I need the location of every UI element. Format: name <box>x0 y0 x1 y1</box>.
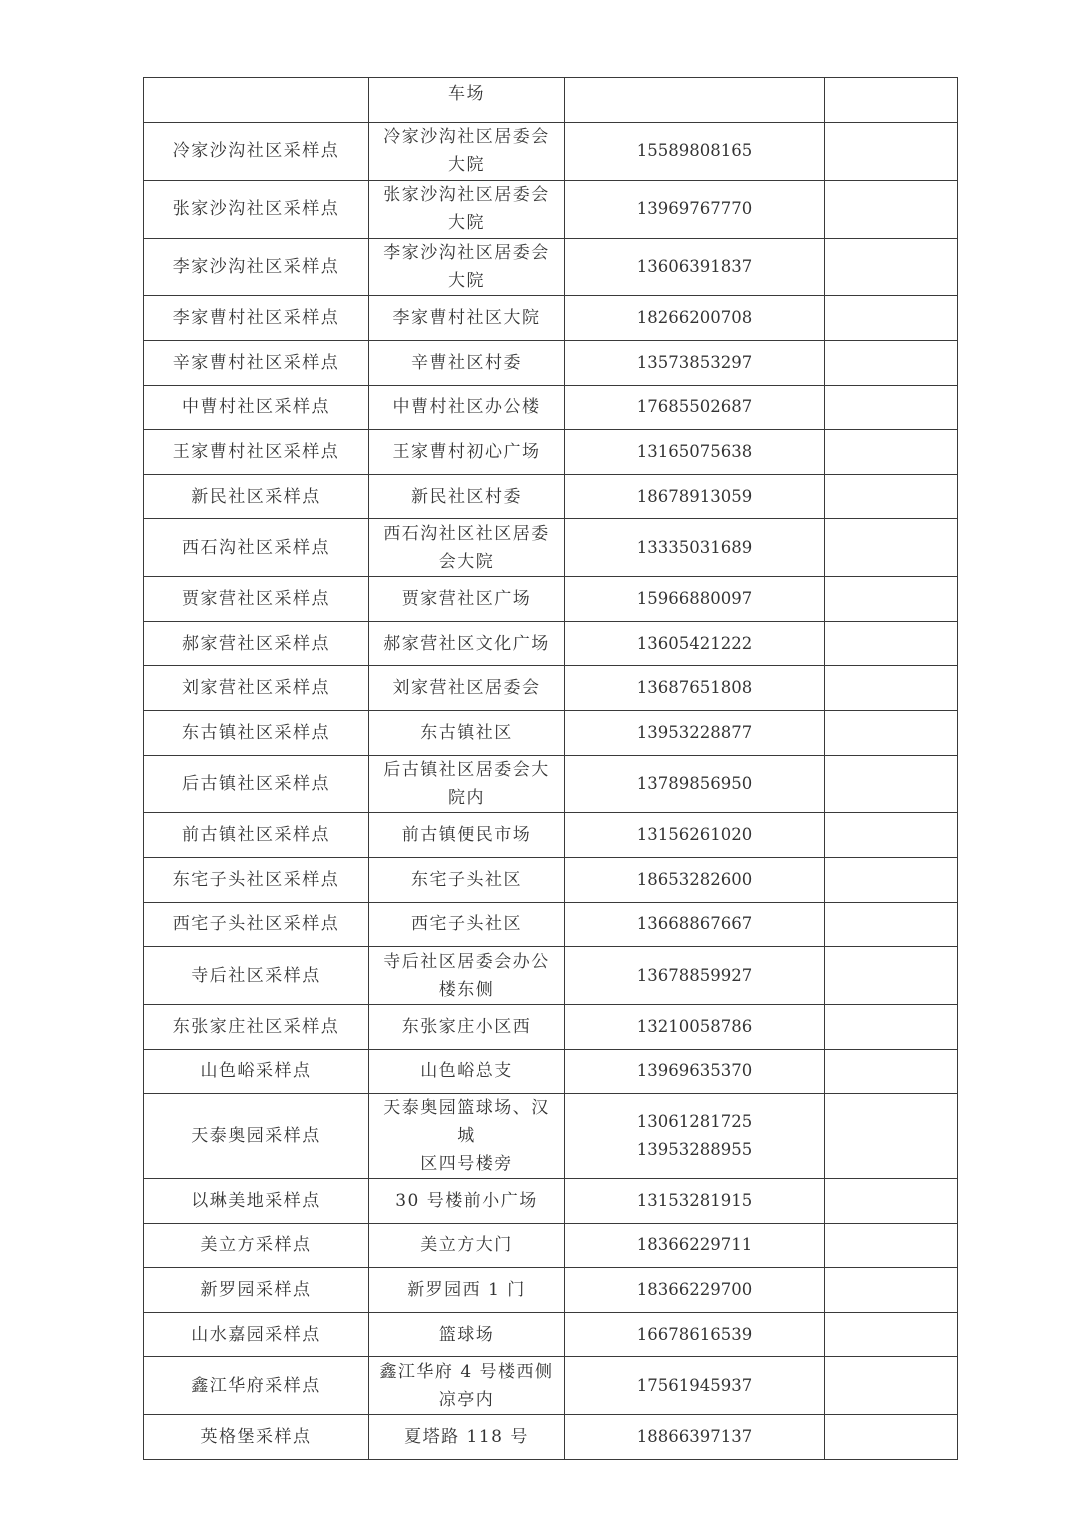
note-cell <box>825 1049 958 1094</box>
site-address-cell <box>369 474 565 519</box>
site-address-cell <box>369 1223 565 1268</box>
phone-number: 16678616539 <box>636 1324 753 1344</box>
contact-phone-cell <box>565 1357 825 1415</box>
address-line: 东张家庄小区西 <box>401 1016 532 1037</box>
site-address-cell <box>369 1179 565 1224</box>
address-line: 东宅子头社区 <box>411 869 522 890</box>
site-name-cell <box>144 78 369 123</box>
phone-number: 13789856950 <box>636 773 753 793</box>
site-address-cell <box>369 1268 565 1313</box>
note-cell <box>825 755 958 813</box>
table-row <box>144 238 958 296</box>
site-address-cell <box>369 1049 565 1094</box>
phone-number: 13156261020 <box>636 825 753 845</box>
table-row <box>144 902 958 947</box>
address-line: 新民社区村委 <box>411 486 522 507</box>
table-row <box>144 385 958 430</box>
contact-phone-cell <box>565 621 825 666</box>
sampling-sites-table <box>143 77 958 1460</box>
table-row <box>144 78 958 123</box>
phone-number: 18366229711 <box>636 1235 753 1255</box>
note-cell <box>825 238 958 296</box>
site-address-cell <box>369 385 565 430</box>
note-cell <box>825 1415 958 1460</box>
note-cell <box>825 123 958 181</box>
note-cell <box>825 813 958 858</box>
address-line: 天泰奥园篮球场、汉城 <box>383 1098 550 1147</box>
address-line: 鑫江华府 4 号楼西侧 <box>379 1361 554 1382</box>
site-name-cell: 寺后社区采样点 <box>144 947 369 1005</box>
address-line: 辛曹社区村委 <box>411 352 522 373</box>
site-address-cell <box>369 755 565 813</box>
table-row <box>144 296 958 341</box>
address-line: 山色峪总支 <box>420 1061 513 1082</box>
site-name-cell: 东张家庄社区采样点 <box>144 1004 369 1049</box>
table-row <box>144 1179 958 1224</box>
address-line: 东古镇社区 <box>420 722 513 743</box>
site-name-cell: 山色峪采样点 <box>144 1049 369 1094</box>
address-line: 篮球场 <box>438 1324 495 1345</box>
site-name-cell: 西石沟社区采样点 <box>144 519 369 577</box>
address-line: 院内 <box>448 787 485 808</box>
address-line: 寺后社区居委会办公 <box>383 951 550 972</box>
note-cell <box>825 340 958 385</box>
site-address-cell <box>369 947 565 1005</box>
contact-phone-cell <box>565 1223 825 1268</box>
contact-phone-cell <box>565 947 825 1005</box>
site-address-cell <box>369 238 565 296</box>
contact-phone-cell <box>565 474 825 519</box>
table-row <box>144 755 958 813</box>
site-address-cell <box>369 340 565 385</box>
table-row <box>144 123 958 181</box>
address-line: 车场 <box>448 84 485 104</box>
note-cell <box>825 1094 958 1179</box>
site-name-cell: 辛家曹村社区采样点 <box>144 340 369 385</box>
table-row <box>144 710 958 755</box>
address-line: 大院 <box>448 270 485 291</box>
site-name-cell: 新民社区采样点 <box>144 474 369 519</box>
address-line: 中曹村社区办公楼 <box>392 397 541 418</box>
site-name-cell: 美立方采样点 <box>144 1223 369 1268</box>
address-line: 李家沙沟社区居委会 <box>383 242 550 263</box>
site-name-cell: 东宅子头社区采样点 <box>144 857 369 902</box>
site-address-cell <box>369 813 565 858</box>
site-name-cell: 英格堡采样点 <box>144 1415 369 1460</box>
table-row <box>144 1223 958 1268</box>
table-row <box>144 474 958 519</box>
site-name-cell: 东古镇社区采样点 <box>144 710 369 755</box>
note-cell <box>825 385 958 430</box>
contact-phone-cell <box>565 180 825 238</box>
contact-phone-cell <box>565 710 825 755</box>
table-row <box>144 1094 958 1179</box>
note-cell <box>825 1179 958 1224</box>
site-name-cell: 天泰奥园采样点 <box>144 1094 369 1179</box>
address-line: 凉亭内 <box>438 1389 495 1410</box>
site-name-cell: 后古镇社区采样点 <box>144 755 369 813</box>
site-name-cell: 李家沙沟社区采样点 <box>144 238 369 296</box>
contact-phone-cell <box>565 1179 825 1224</box>
phone-number: 13153281915 <box>636 1190 753 1210</box>
address-line: 大院 <box>448 155 485 176</box>
contact-phone-cell <box>565 1312 825 1357</box>
note-cell <box>825 902 958 947</box>
note-cell <box>825 577 958 622</box>
contact-phone-cell <box>565 340 825 385</box>
contact-phone-cell <box>565 666 825 711</box>
contact-phone-cell <box>565 902 825 947</box>
site-name-cell: 中曹村社区采样点 <box>144 385 369 430</box>
phone-number: 13165075638 <box>636 441 753 461</box>
site-address-cell <box>369 621 565 666</box>
site-name-cell: 鑫江华府采样点 <box>144 1357 369 1415</box>
contact-phone-cell <box>565 1094 825 1179</box>
note-cell <box>825 78 958 123</box>
phone-number: 18266200708 <box>636 308 753 328</box>
address-line: 美立方大门 <box>420 1235 513 1256</box>
contact-phone-cell <box>565 238 825 296</box>
address-line: 贾家营社区广场 <box>401 588 532 609</box>
contact-phone-cell <box>565 1268 825 1313</box>
site-address-cell <box>369 430 565 475</box>
table-row <box>144 1357 958 1415</box>
table-row <box>144 1049 958 1094</box>
site-address-cell <box>369 519 565 577</box>
table-row <box>144 430 958 475</box>
contact-phone-cell <box>565 1049 825 1094</box>
address-line: 夏塔路 118 号 <box>404 1427 529 1448</box>
site-name-cell: 以琳美地采样点 <box>144 1179 369 1224</box>
phone-number: 13210058786 <box>636 1016 753 1036</box>
table-row <box>144 947 958 1005</box>
address-line: 会大院 <box>438 551 495 572</box>
site-name-cell: 前古镇社区采样点 <box>144 813 369 858</box>
phone-number: 18678913059 <box>636 486 753 506</box>
site-address-cell <box>369 1004 565 1049</box>
address-line: 后古镇社区居委会大 <box>383 759 550 780</box>
site-name-cell: 刘家营社区采样点 <box>144 666 369 711</box>
note-cell <box>825 857 958 902</box>
site-name-cell: 李家曹村社区采样点 <box>144 296 369 341</box>
contact-phone-cell <box>565 1004 825 1049</box>
note-cell <box>825 1223 958 1268</box>
site-address-cell <box>369 1094 565 1179</box>
table-row <box>144 621 958 666</box>
phone-number: 15589808165 <box>636 141 753 161</box>
table-row <box>144 1004 958 1049</box>
contact-phone-cell <box>565 296 825 341</box>
site-address-cell <box>369 180 565 238</box>
contact-phone-cell <box>565 78 825 123</box>
site-name-cell: 张家沙沟社区采样点 <box>144 180 369 238</box>
phone-number: 17561945937 <box>636 1375 753 1395</box>
phone-number: 13606391837 <box>636 256 753 276</box>
phone-number: 18653282600 <box>636 869 753 889</box>
phone-number: 13687651808 <box>636 678 753 698</box>
address-line: 前古镇便民市场 <box>401 825 532 846</box>
address-line: 30 号楼前小广场 <box>395 1190 538 1211</box>
phone-number: 15966880097 <box>636 588 753 608</box>
site-address-cell <box>369 710 565 755</box>
phone-number: 13969767770 <box>636 199 753 219</box>
address-line: 张家沙沟社区居委会 <box>383 185 550 206</box>
table-row <box>144 519 958 577</box>
contact-phone-cell <box>565 123 825 181</box>
note-cell <box>825 666 958 711</box>
table-row <box>144 666 958 711</box>
address-line: 王家曹村初心广场 <box>392 441 541 462</box>
site-address-cell <box>369 1312 565 1357</box>
contact-phone-cell <box>565 577 825 622</box>
table-body <box>144 78 958 1460</box>
address-line: 大院 <box>448 213 485 234</box>
note-cell <box>825 1268 958 1313</box>
site-address-cell <box>369 577 565 622</box>
phone-number: 13678859927 <box>636 965 753 985</box>
note-cell <box>825 1004 958 1049</box>
contact-phone-cell <box>565 519 825 577</box>
note-cell <box>825 947 958 1005</box>
note-cell <box>825 1357 958 1415</box>
phone-number: 13335031689 <box>636 537 753 557</box>
address-line: 郝家营社区文化广场 <box>383 633 550 654</box>
site-name-cell: 郝家营社区采样点 <box>144 621 369 666</box>
table-row <box>144 577 958 622</box>
note-cell <box>825 710 958 755</box>
table-row <box>144 180 958 238</box>
phone-number: 17685502687 <box>636 397 753 417</box>
note-cell <box>825 621 958 666</box>
site-name-cell: 贾家营社区采样点 <box>144 577 369 622</box>
phone-number: 13605421222 <box>636 633 753 653</box>
address-line: 楼东侧 <box>438 979 495 1000</box>
site-address-cell <box>369 1415 565 1460</box>
phone-number: 13668867667 <box>636 914 753 934</box>
phone-number: 18366229700 <box>636 1280 753 1300</box>
contact-phone-cell <box>565 1415 825 1460</box>
site-name-cell: 山水嘉园采样点 <box>144 1312 369 1357</box>
table-row <box>144 1268 958 1313</box>
address-line: 新罗园西 1 门 <box>407 1280 526 1301</box>
table-row <box>144 340 958 385</box>
address-line: 刘家营社区居委会 <box>392 678 541 699</box>
contact-phone-cell <box>565 857 825 902</box>
table-row <box>144 813 958 858</box>
site-address-cell <box>369 1357 565 1415</box>
phone-number: 13953288955 <box>636 1140 753 1160</box>
site-address-cell <box>369 666 565 711</box>
phone-number: 13061281725 <box>636 1112 753 1132</box>
table-row <box>144 857 958 902</box>
note-cell <box>825 296 958 341</box>
address-line: 李家曹村社区大院 <box>392 308 541 329</box>
note-cell <box>825 474 958 519</box>
note-cell <box>825 430 958 475</box>
phone-number: 18866397137 <box>636 1427 753 1447</box>
contact-phone-cell <box>565 430 825 475</box>
phone-number: 13969635370 <box>636 1061 753 1081</box>
address-line: 西石沟社区社区居委 <box>383 523 550 544</box>
note-cell <box>825 519 958 577</box>
site-name-cell: 西宅子头社区采样点 <box>144 902 369 947</box>
contact-phone-cell <box>565 385 825 430</box>
site-name-cell: 王家曹村社区采样点 <box>144 430 369 475</box>
contact-phone-cell <box>565 755 825 813</box>
table-row <box>144 1312 958 1357</box>
site-name-cell: 新罗园采样点 <box>144 1268 369 1313</box>
site-address-cell <box>369 78 565 123</box>
contact-phone-cell <box>565 813 825 858</box>
site-address-cell <box>369 123 565 181</box>
address-line: 区四号楼旁 <box>420 1154 513 1175</box>
note-cell <box>825 1312 958 1357</box>
address-line: 冷家沙沟社区居委会 <box>383 127 550 148</box>
phone-number: 13953228877 <box>636 722 753 742</box>
phone-number: 13573853297 <box>636 352 753 372</box>
note-cell <box>825 180 958 238</box>
table-row <box>144 1415 958 1460</box>
site-address-cell <box>369 296 565 341</box>
site-address-cell <box>369 857 565 902</box>
site-address-cell <box>369 902 565 947</box>
site-name-cell: 冷家沙沟社区采样点 <box>144 123 369 181</box>
address-line: 西宅子头社区 <box>411 914 522 935</box>
